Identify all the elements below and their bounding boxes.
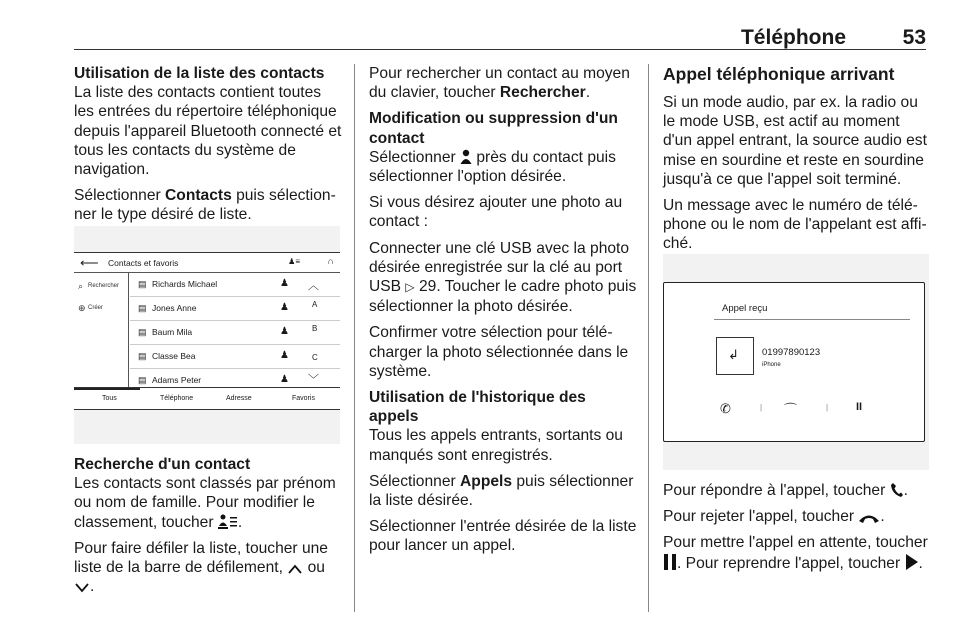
add-icon[interactable]: ⊕: [78, 303, 86, 313]
index-letter[interactable]: C: [312, 353, 318, 362]
index-letter[interactable]: A: [312, 300, 318, 309]
page-ref[interactable]: 29: [418, 278, 437, 296]
contact-name: Adams Peter: [152, 375, 202, 385]
separator: |: [760, 403, 763, 412]
chevron-up-icon: [287, 563, 303, 575]
paragraph: Les contacts sont classés par prénom ou nom de famille. Pour modifier le classement, toucher .: [74, 475, 336, 531]
paragraph: Sélectionner près du contact puis sélectionner l'option désirée.: [369, 148, 616, 186]
tab-favorites[interactable]: Favoris: [292, 395, 315, 402]
paragraph: Pour rechercher un contact au moyen du clavier, toucher Rechercher.: [369, 65, 630, 102]
call-screen-title: Appel reçu: [722, 303, 768, 314]
column-rule-1: [354, 64, 355, 612]
scroll-up-icon[interactable]: ︿: [308, 280, 319, 292]
chevron-down-icon: [74, 582, 90, 594]
column-1: [74, 64, 342, 232]
section-title: Téléphone: [740, 26, 846, 49]
pause-icon: [663, 553, 677, 571]
scroll-down-icon[interactable]: ﹀: [308, 374, 319, 386]
answer-call-icon: [890, 482, 904, 498]
active-tab-indicator: [74, 388, 140, 390]
contacts-tab-bar: [74, 387, 340, 409]
paragraph: Si vous désirez ajouter une photo au contact :: [369, 194, 623, 231]
column-3: [663, 64, 929, 261]
heading-contacts-list: Utilisation de la liste des contacts: [74, 65, 325, 82]
contact-row[interactable]: [130, 345, 340, 369]
play-icon: [905, 553, 919, 571]
paragraph: Pour répondre à l'appel, toucher .: [663, 482, 908, 499]
contact-name: Jones Anne: [152, 303, 197, 313]
phone-book-icon: ▤: [138, 375, 147, 385]
person-icon[interactable]: ♟: [280, 350, 289, 361]
contacts-screen: [74, 252, 340, 410]
column-3-lower: [663, 481, 929, 580]
headset-icon[interactable]: ∩: [327, 256, 334, 266]
contacts-side-menu: [74, 273, 129, 387]
contact-name: Classe Bea: [152, 351, 196, 361]
incoming-call-figure: [663, 254, 929, 470]
index-letter[interactable]: B: [312, 324, 318, 333]
paragraph: La liste des contacts contient toutes les entrées du répertoire téléphonique depuis l'appareil Bluetooth connecté et tous les contacts du système de navigation.: [74, 84, 342, 179]
side-create[interactable]: Créer: [88, 305, 104, 311]
page-header: [74, 26, 926, 50]
paragraph: Confirmer votre sélection pour télécharger la photo sélectionnée dans le système.: [369, 324, 629, 380]
caller-photo-frame[interactable]: [716, 337, 754, 375]
person-icon[interactable]: ♟: [280, 326, 289, 337]
phone-book-icon: ▤: [138, 303, 147, 313]
tab-phone[interactable]: Téléphone: [160, 395, 194, 402]
separator: |: [826, 403, 829, 412]
calls-term: Appels: [460, 472, 513, 490]
incoming-call-icon: ↲: [728, 347, 739, 362]
paragraph: Pour mettre l'appel en attente, toucher . Pour reprendre l'appel, toucher .: [663, 534, 928, 572]
contact-row[interactable]: [130, 297, 340, 321]
paragraph: Sélectionner Appels puis sélectionner la liste désirée.: [369, 472, 634, 510]
heading-search-contact: Recherche d'un contact: [74, 456, 251, 473]
contact-row[interactable]: [130, 273, 340, 297]
heading-incoming-call: Appel téléphonique arrivant: [663, 64, 895, 84]
contacts-title-bar: [74, 253, 340, 273]
paragraph: Sélectionner l'entrée désirée de la liste pour lancer un appel.: [369, 518, 637, 555]
person-icon[interactable]: ♟: [280, 302, 289, 313]
back-arrow-icon[interactable]: ⟵: [80, 255, 99, 270]
reject-call-icon: [858, 512, 880, 524]
phone-book-icon: ▤: [138, 279, 147, 289]
tab-address[interactable]: Adresse: [226, 395, 252, 402]
paragraph: Sélectionner Contacts puis sélectionner le type désiré de liste.: [74, 187, 336, 224]
paragraph: Pour faire défiler la liste, toucher une liste de la barre de défilement, ou .: [74, 539, 328, 596]
column-1-lower: [74, 455, 342, 603]
contacts-screen-figure: [74, 226, 340, 444]
paragraph: Connecter une clé USB avec la photo désirée enregistrée sur la clé au port USB ▷ 29. Toucher le cadre photo puis sélectionner la photo désirée.: [369, 239, 637, 316]
person-icon: [460, 149, 472, 165]
search-term: Rechercher: [499, 84, 586, 102]
person-icon[interactable]: ♟: [280, 374, 289, 385]
contact-name: Richards Michael: [152, 279, 218, 289]
paragraph: Tous les appels entrants, sortants ou manqués sont enregistrés.: [369, 427, 623, 464]
column-rule-2: [648, 64, 649, 612]
search-icon[interactable]: ⌕: [78, 281, 84, 291]
hold-call-icon[interactable]: II: [856, 401, 863, 413]
person-icon[interactable]: ♟: [280, 278, 289, 289]
contact-row[interactable]: [130, 321, 340, 345]
caller-number: 01997890123: [762, 347, 821, 358]
sort-icon: [218, 514, 238, 530]
reference-arrow-icon: ▷: [405, 280, 415, 295]
sort-icon[interactable]: ♟≡: [288, 257, 300, 266]
reject-call-icon[interactable]: ⌒: [784, 402, 798, 417]
contacts-screen-title: Contacts et favoris: [108, 258, 179, 268]
contact-name: Baum Mila: [152, 327, 193, 337]
title-underline: [714, 319, 910, 320]
paragraph: Pour rejeter l'appel, toucher .: [663, 508, 885, 526]
phone-book-icon: ▤: [138, 351, 147, 361]
heading-call-history: Utilisation de l'historique des appels: [369, 389, 586, 426]
paragraph: Un message avec le numéro de téléphone ou le nom de l'appelant est affiché.: [663, 197, 927, 253]
heading-edit-contact: Modification ou suppression d'un contact: [369, 110, 618, 147]
answer-call-icon[interactable]: ✆: [720, 401, 731, 416]
caller-device: iPhone: [762, 362, 781, 368]
phone-book-icon: ▤: [138, 327, 147, 337]
page-number: 53: [902, 26, 926, 49]
column-2: [369, 64, 637, 563]
incoming-call-screen: [663, 282, 925, 442]
contacts-term: Contacts: [165, 187, 232, 205]
tab-all[interactable]: Tous: [102, 395, 117, 402]
paragraph: Si un mode audio, par ex. la radio ou le mode USB, est actif au moment d'un appel entrant, la source audio est mise en sourdine et reste en sourdine jusqu'à ce que l'appel soit terminé.: [663, 94, 927, 188]
side-search[interactable]: Rechercher: [88, 283, 120, 289]
